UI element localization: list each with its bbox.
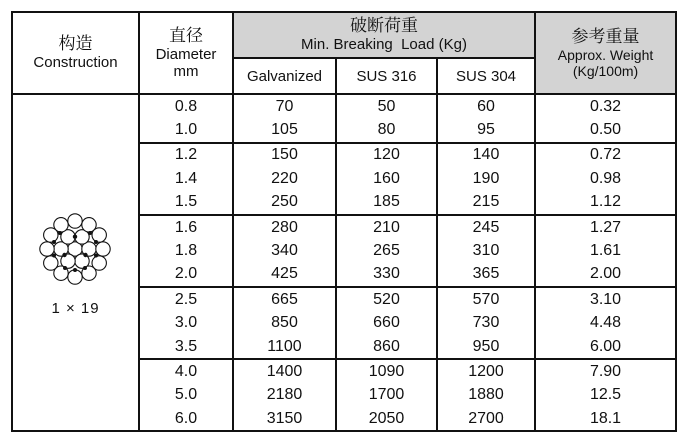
galvanized-header: Galvanized — [233, 58, 336, 94]
weight-cell: 2.00 — [535, 263, 676, 287]
construction-header-en: Construction — [33, 54, 118, 71]
galvanized-cell: 665 — [233, 287, 336, 311]
diameter-cell: 6.0 — [139, 407, 233, 431]
sus316-cell: 520 — [336, 287, 437, 311]
weight-cell: 0.50 — [535, 118, 676, 142]
weight-cell: 1.12 — [535, 191, 676, 215]
spec-table — [11, 11, 677, 432]
sus316-cell: 120 — [336, 143, 437, 167]
sus304-cell: 570 — [437, 287, 535, 311]
sus304-cell: 365 — [437, 263, 535, 287]
diameter-header-zh: 直径 — [169, 25, 203, 46]
sus304-cell: 310 — [437, 239, 535, 262]
sus316-cell: 330 — [336, 263, 437, 287]
weight-header-en: Approx. Weight — [557, 46, 654, 63]
sus304-cell: 60 — [437, 94, 535, 118]
diameter-header — [139, 12, 233, 94]
diameter-cell: 1.2 — [139, 143, 233, 167]
sus316-cell: 265 — [336, 239, 437, 262]
diameter-cell: 0.8 — [139, 94, 233, 118]
sus316-cell: 50 — [336, 94, 437, 118]
breaking-load-header — [233, 12, 535, 58]
galvanized-cell: 425 — [233, 263, 336, 287]
sus304-cell: 95 — [437, 118, 535, 142]
breaking-load-header-zh: 破断荷重 — [350, 16, 418, 36]
sus304-cell: 950 — [437, 335, 535, 359]
galvanized-cell: 105 — [233, 118, 336, 142]
construction-header-zh: 构造 — [58, 34, 93, 54]
galvanized-cell: 2180 — [233, 384, 336, 407]
construction-header — [12, 12, 139, 94]
wire-strand-cross-section-icon — [30, 204, 120, 294]
galvanized-cell: 1400 — [233, 359, 336, 383]
sus304-header: SUS 304 — [437, 58, 535, 94]
diameter-cell: 5.0 — [139, 384, 233, 407]
diameter-header-unit: mm — [173, 62, 199, 80]
galvanized-cell: 850 — [233, 312, 336, 335]
galvanized-cell: 280 — [233, 215, 336, 239]
weight-header-zh: 参考重量 — [571, 26, 640, 47]
diameter-cell: 3.5 — [139, 335, 233, 359]
diameter-cell: 1.8 — [139, 239, 233, 262]
table-header — [12, 12, 676, 94]
table-row — [12, 94, 676, 118]
galvanized-cell: 1100 — [233, 335, 336, 359]
sus316-cell: 2050 — [336, 407, 437, 431]
weight-header — [535, 12, 676, 94]
weight-cell: 1.61 — [535, 239, 676, 262]
sus316-cell: 80 — [336, 118, 437, 142]
galvanized-cell: 220 — [233, 167, 336, 190]
sus316-header: SUS 316 — [336, 58, 437, 94]
sus316-cell: 860 — [336, 335, 437, 359]
diameter-cell: 2.0 — [139, 263, 233, 287]
sus304-cell: 215 — [437, 191, 535, 215]
sus316-cell: 210 — [336, 215, 437, 239]
diameter-cell: 1.5 — [139, 191, 233, 215]
sus304-cell: 245 — [437, 215, 535, 239]
weight-cell: 7.90 — [535, 359, 676, 383]
wire-rope-spec-table-frame — [11, 11, 675, 431]
table-body — [12, 94, 676, 431]
diameter-cell: 1.0 — [139, 118, 233, 142]
weight-cell: 18.1 — [535, 407, 676, 431]
diameter-cell: 4.0 — [139, 359, 233, 383]
sus304-cell: 2700 — [437, 407, 535, 431]
sus304-cell: 1200 — [437, 359, 535, 383]
weight-cell: 6.00 — [535, 335, 676, 359]
sus304-cell: 140 — [437, 143, 535, 167]
weight-cell: 0.32 — [535, 94, 676, 118]
sus316-cell: 160 — [336, 167, 437, 190]
weight-cell: 0.98 — [535, 167, 676, 190]
construction-label: 1 × 19 — [51, 300, 100, 317]
galvanized-cell: 150 — [233, 143, 336, 167]
galvanized-cell: 3150 — [233, 407, 336, 431]
diameter-cell: 1.4 — [139, 167, 233, 190]
weight-cell: 4.48 — [535, 312, 676, 335]
galvanized-cell: 250 — [233, 191, 336, 215]
sus304-cell: 1880 — [437, 384, 535, 407]
weight-cell: 12.5 — [535, 384, 676, 407]
sus316-cell: 1700 — [336, 384, 437, 407]
sus316-cell: 185 — [336, 191, 437, 215]
diameter-cell: 3.0 — [139, 312, 233, 335]
sus304-cell: 190 — [437, 167, 535, 190]
weight-cell: 3.10 — [535, 287, 676, 311]
diameter-cell: 2.5 — [139, 287, 233, 311]
weight-cell: 1.27 — [535, 215, 676, 239]
breaking-load-header-en: Min. Breaking Load (Kg) — [301, 36, 467, 53]
weight-header-unit: (Kg/100m) — [572, 62, 639, 79]
weight-cell: 0.72 — [535, 143, 676, 167]
galvanized-cell: 70 — [233, 94, 336, 118]
sus316-cell: 1090 — [336, 359, 437, 383]
galvanized-cell: 340 — [233, 239, 336, 262]
construction-cell — [12, 94, 139, 431]
diameter-cell: 1.6 — [139, 215, 233, 239]
diameter-header-en: Diameter — [155, 45, 217, 63]
sus316-cell: 660 — [336, 312, 437, 335]
sus304-cell: 730 — [437, 312, 535, 335]
